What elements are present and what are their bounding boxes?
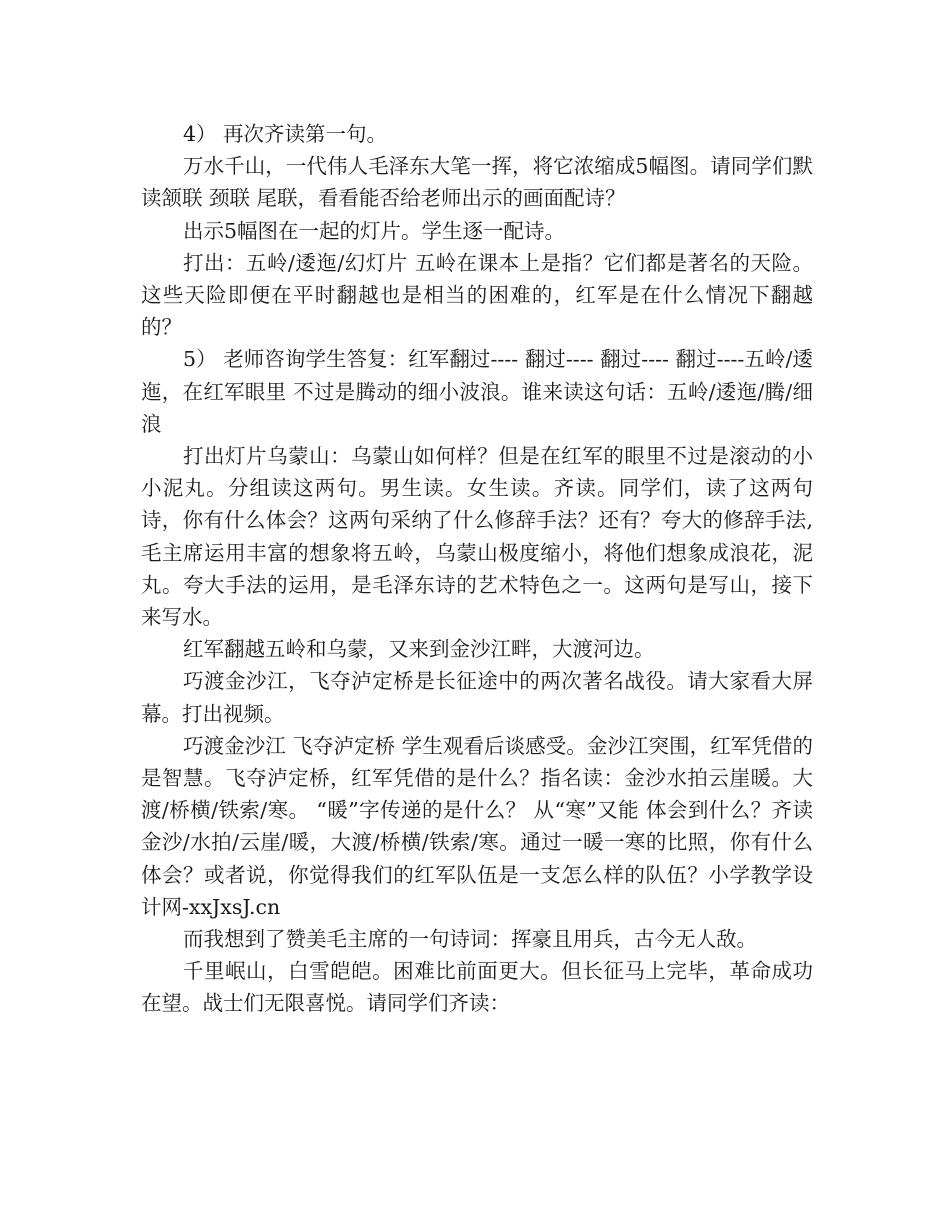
paragraph: 巧渡金沙江 飞夺泸定桥 学生观看后谈感受。金沙江突围，红军凭借的是智慧。飞夺泸定桥，红军凭借的是什么？指名读：金沙水拍云崖暖。大渡/桥横/铁索/寒。 “暖”字传递的是什么？ 从“寒”又能 体会到什么？齐读金沙/水拍/云崖/暖，大渡/桥横/铁索/寒。通过一暖一寒的比照，你有什么体会？或者说，你觉得我们的红军队伍是一支怎么样的队伍？小学教学设计网-xxJxsJ.cn xyxy=(141,733,813,919)
paragraph: 打出灯片乌蒙山：乌蒙山如何样？但是在红军的眼里不过是滚动的小小泥丸。分组读这两句。男生读。女生读。齐读。同学们，读了这两句诗，你有什么体会？这两句采纳了什么修辞手法？还有？夸大的修辞手法,毛主席运用丰富的想象将五岭，乌蒙山极度缩小，将他们想象成浪花，泥丸。夸大手法的运用，是毛泽东诗的艺术特色之一。这两句是写山，接下来写水。 xyxy=(141,444,813,630)
paragraph: 万水千山，一代伟人毛泽东大笔一挥，将它浓缩成5幅图。请同学们默读颔联 颈联 尾联，看看能否给老师出示的画面配诗？ xyxy=(141,154,813,211)
paragraph: 红军翻越五岭和乌蒙，又来到金沙江畔，大渡河边。 xyxy=(183,637,655,662)
paragraph: 5） 老师咨询学生答复：红军翻过---- 翻过---- 翻过---- 翻过----五岭/逶迤，在红军眼里 不过是腾动的细小波浪。谁来读这句话：五岭/逶迤/腾/细浪 xyxy=(141,347,813,436)
paragraph: 千里岷山，白雪皑皑。困难比前面更大。但长征马上完毕，革命成功在望。战士们无限喜悦。请同学们齐读： xyxy=(141,959,813,1016)
paragraph: 4） 再次齐读第一句。 xyxy=(183,122,388,146)
document-body xyxy=(141,118,813,1020)
paragraph: 而我想到了赞美毛主席的一句诗词：挥豪且用兵，古今无人敌。 xyxy=(183,927,757,952)
paragraph: 打出：五岭/逶迤/幻灯片 五岭在课本上是指？它们都是著名的天险。这些天险即便在平时翻越也是相当的困难的，红军是在什么情况下翻越的？ xyxy=(141,250,813,340)
paragraph: 巧渡金沙江，飞夺泸定桥是长征途中的两次著名战役。请大家看大屏幕。打出视频。 xyxy=(141,669,813,726)
paragraph: 出示5幅图在一起的灯片。学生逐一配诗。 xyxy=(183,218,566,243)
